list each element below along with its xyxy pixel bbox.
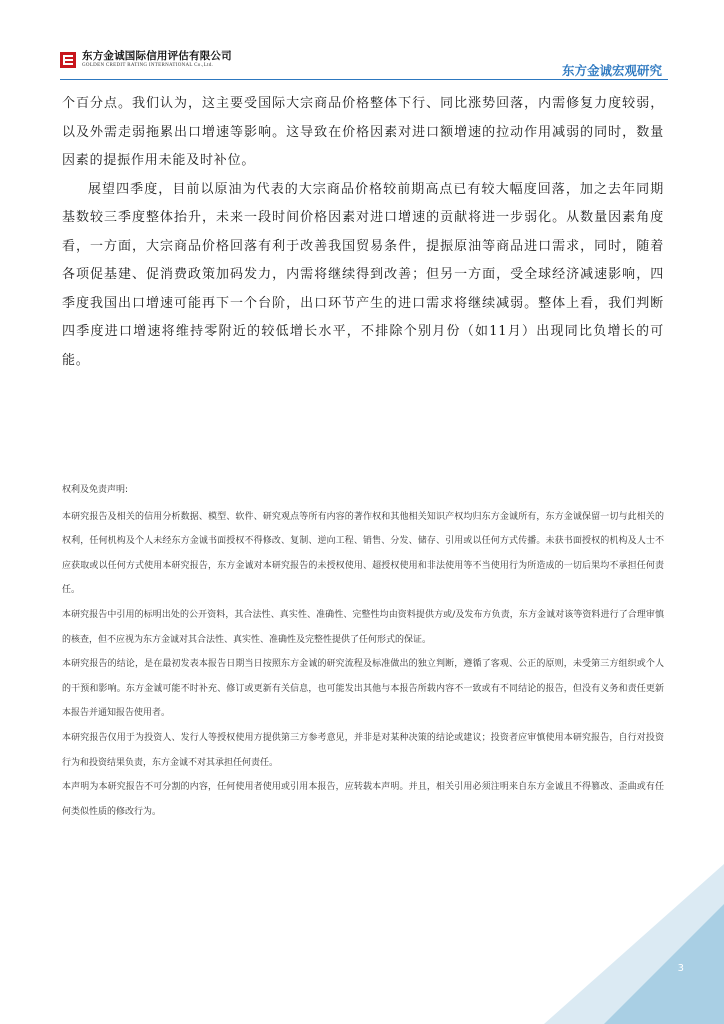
disclaimer-paragraph: 本研究报告的结论，是在最初发表本报告日期当日按照东方金诚的研究流程及标准做出的独立判断，遵循了客观、公正的原则，未受第三方组织或个人的干预和影响。东方金诚可能不时补充、修订或更新有关信息，也可能发出其他与本报告所载内容不一致或有不同结论的报告，但没有义务和责任更新本报告并通知报告使用者。 — [62, 659, 664, 719]
page-number: 3 — [677, 963, 684, 974]
body-paragraph: 个百分点。我们认为，这主要受国际大宗商品价格整体下行、同比涨势回落，内需修复力度较弱，以及外需走弱拖累出口增速等影响。这导致在价格因素对进口额增速的拉动作用减弱的同时，数量因素的提振作用未能及时补位。 — [62, 96, 664, 168]
disclaimer-title: 权利及免责声明: — [62, 485, 129, 495]
disclaimer-paragraph: 本研究报告及相关的信用分析数据、模型、软件、研究观点等所有内容的著作权和其他相关知识产权均归东方金诚所有，东方金诚保留一切与此相关的权利，任何机构及个人未经东方金诚书面授权不得修改、复制、逆向工程、销售、分发、储存、引用或以任何方式传播。未获书面授权的机构及人士不应获取或以任何方式使用本研究报告，东方金诚对本研究报告的未授权使用、超授权使用和非法使用等不当使用行为所造成的一切后果均不承担任何责任。 — [62, 511, 664, 596]
disclaimer-paragraph: 本研究报告中引用的标明出处的公开资料，其合法性、真实性、准确性、完整性均由资料提供方或/及发布方负责，东方金诚对该等资料进行了合理审慎的核查，但不应视为东方金诚对其合法性、真实性、准确性及完整性提供了任何形式的保证。 — [62, 609, 664, 645]
disclaimer-paragraph: 本研究报告仅用于为投资人、发行人等授权使用方提供第三方参考意见，并非是对某种决策的结论或建议；投资者应审慎使用本研究报告，自行对投资行为和投资结果负责，东方金诚不对其承担任何责任。 — [62, 732, 664, 768]
page-header — [0, 0, 724, 80]
report-body — [62, 90, 664, 375]
series-title: 东方金诚宏观研究 — [561, 63, 662, 78]
corner-decoration — [544, 864, 724, 1024]
company-name-cn: 东方金诚国际信用评估有限公司 — [82, 50, 232, 62]
company-logo-icon — [60, 52, 76, 68]
company-name-en: GOLDEN CREDIT RATING INTERNATIONAL Co.,Ltd. — [82, 63, 214, 68]
header-divider — [60, 79, 668, 80]
company-logo — [60, 50, 232, 69]
body-paragraph: 展望四季度，目前以原油为代表的大宗商品价格较前期高点已有较大幅度回落，加之去年同期基数较三季度整体抬升，未来一段时间价格因素对进口增速的贡献将进一步弱化。从数量因素角度看，一方面，大宗商品价格回落有利于改善我国贸易条件，提振原油等商品进口需求，同时，随着各项促基建、促消费政策加码发力，内需将继续得到改善；但另一方面，受全球经济减速影响，四季度我国出口增速可能再下一个台阶，出口环节产生的进口需求将继续减弱。整体上看，我们判断四季度进口增速将维持零附近的较低增长水平，不排除个别月份（如11月）出现同比负增长的可能。 — [62, 181, 664, 368]
disclaimer-paragraph: 本声明为本研究报告不可分割的内容，任何使用者使用或引用本报告，应转载本声明。并且，相关引用必须注明来自东方金诚且不得篡改、歪曲或有任何类似性质的修改行为。 — [62, 782, 664, 817]
disclaimer-section — [62, 478, 664, 824]
